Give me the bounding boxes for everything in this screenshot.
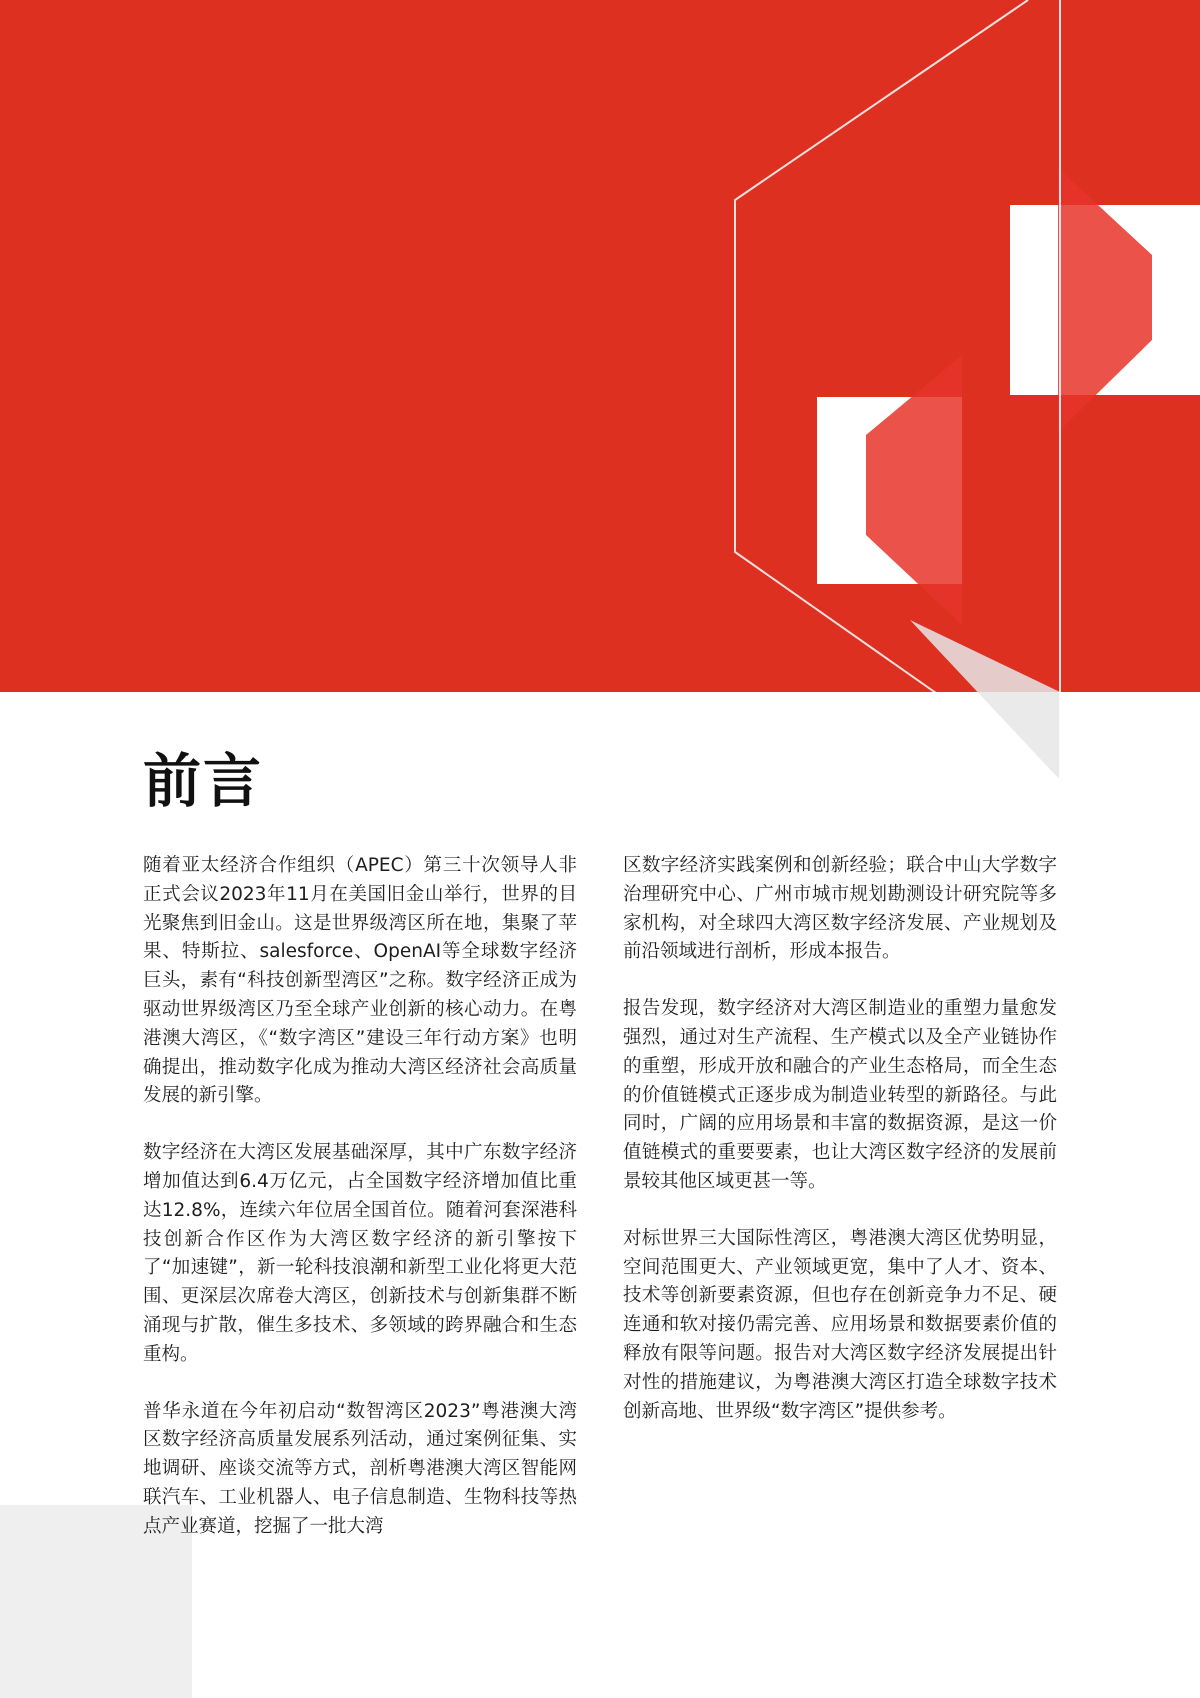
paragraph: 对标世界三大国际性湾区，粤港澳大湾区优势明显，空间范围更大、产业领域更宽，集中了人才、资本、技术等创新要素资源，但也存在创新竞争力不足、硬连通和软对接仍需完善、应用场景和数据要素价值的释放有限等问题。报告对大湾区数字经济发展提出针对性的措施建议，为粤港澳大湾区打造全球数字技术创新高地、世界级“数字湾区”提供参考。 [623, 1227, 1057, 1422]
paragraph: 报告发现，数字经济对大湾区制造业的重塑力量愈发强烈，通过对生产流程、生产模式以及全产业链协作的重塑，形成开放和融合的产业生态格局，而全生态的价值链模式正逐步成为制造业转型的新路径。与此同时，广阔的应用场景和丰富的数据资源，是这一价值链模式的重要要素，也让大湾区数字经济的发展前景较其他区域更甚一等。 [623, 998, 1057, 1192]
paragraph: 随着亚太经济合作组织（APEC）第三十次领导人非正式会议2023年11月在美国旧金山举行，世界的目光聚焦到旧金山。这是世界级湾区所在地，集聚了苹果、特斯拉、salesforce、OpenAI等全球数字经济巨头，素有“科技创新型湾区”之称。数字经济正成为驱动世界级湾区乃至全球产业创新的核心动力。在粤港澳大湾区，《“数字湾区”建设三年行动方案》也明确提出，推动数字化成为推动大湾区经济社会高质量发展的新引擎。 [143, 855, 577, 1107]
hero-geometric-graphic [0, 0, 1200, 800]
paragraph: 区数字经济实践案例和创新经验；联合中山大学数字治理研究中心、广州市城市规划勘测设计研究院等多家机构，对全球四大湾区数字经济发展、产业规划及前沿领域进行剖析，形成本报告。 [623, 855, 1057, 963]
gray-shadow-triangle [910, 620, 1060, 780]
translucent-arrow-lower [866, 355, 962, 625]
paragraph: 普华永道在今年初启动“数智湾区2023”粤港澳大湾区数字经济高质量发展系列活动，通过案例征集、实地调研、座谈交流等方式，剖析粤港澳大湾区智能网联汽车、工业机器人、电子信息制造、生物科技等热点产业赛道，挖掘了一批大湾 [143, 1400, 577, 1537]
page-title: 前言 [143, 747, 264, 815]
text-column-left [143, 852, 577, 1570]
text-column-right [623, 852, 1057, 1454]
paragraph: 数字经济在大湾区发展基础深厚，其中广东数字经济增加值达到6.4万亿元，占全国数字经济增加值比重达12.8%，连续六年位居全国首位。随着河套深港科技创新合作区作为大湾区数字经济的新引擎按下了“加速键”，新一轮科技浪潮和新型工业化将更大范围、更深层次席卷大湾区，创新技术与创新集群不断涌现与扩散，催生多技术、多领域的跨界融合和生态重构。 [143, 1142, 577, 1365]
